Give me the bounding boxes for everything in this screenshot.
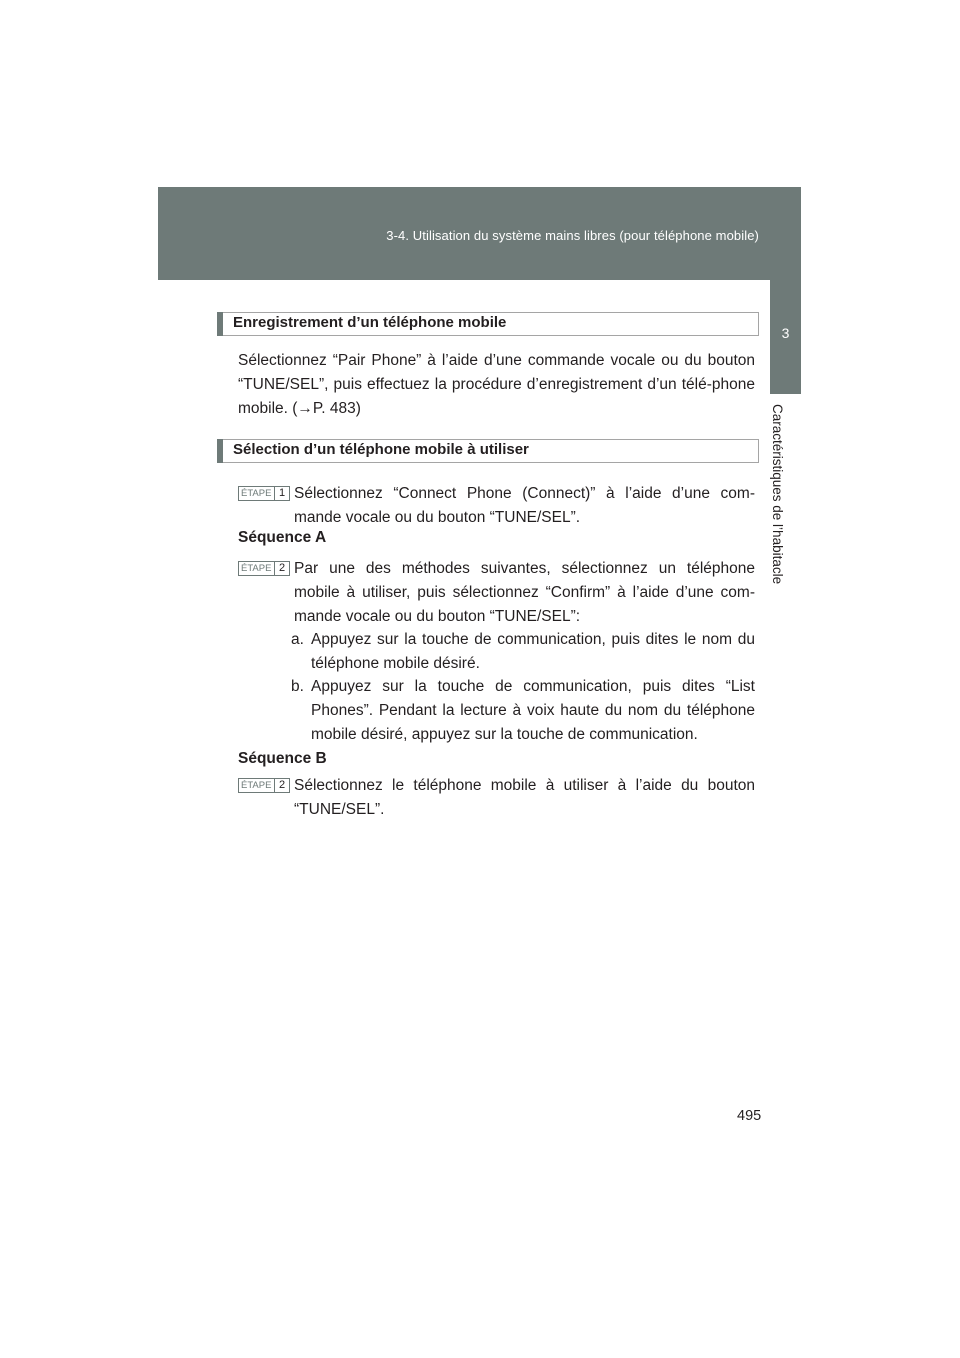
registration-paragraph: Sélectionnez “Pair Phone” à l’aide d’une commande vocale ou du bouton “TUNE/SEL”, puis effectuez la procédure d’enregistrement d’un télé-phone mobile. (→P. 483) bbox=[238, 352, 755, 417]
section-title: Sélection d’un téléphone mobile à utiliser bbox=[233, 441, 529, 458]
sub-item-letter: b. bbox=[291, 678, 304, 695]
chapter-side-tab bbox=[770, 280, 801, 1280]
section-heading-selection bbox=[217, 439, 759, 463]
step-number: 2 bbox=[274, 562, 289, 575]
sequence-a-heading: Séquence A bbox=[238, 529, 327, 546]
sub-item-letter: a. bbox=[291, 631, 304, 648]
step-number: 2 bbox=[274, 779, 289, 792]
step-word: ÉTAPE bbox=[241, 780, 272, 791]
step-badge bbox=[238, 778, 290, 793]
sequence-b-heading: Séquence B bbox=[238, 750, 327, 767]
step-badge bbox=[238, 561, 290, 576]
section-title: Enregistrement d’un téléphone mobile bbox=[233, 314, 507, 331]
step-text: Sélectionnez le téléphone mobile à utiliser à l’aide du bouton “TUNE/SEL”. bbox=[294, 777, 755, 818]
sub-item-text: Appuyez sur la touche de communication, puis dites “List Phones”. Pendant la lecture à voix haute du nom du téléphone mobile désiré, appuyez sur la touche de communication. bbox=[311, 678, 755, 743]
chapter-number: 3 bbox=[781, 325, 790, 341]
chapter-number-box bbox=[770, 280, 801, 394]
section-heading-registration bbox=[217, 312, 759, 336]
step-number: 1 bbox=[274, 487, 289, 500]
chapter-label-wrap bbox=[770, 404, 801, 814]
step-text: Par une des méthodes suivantes, sélectionnez un téléphone mobile à utiliser, puis sélectionnez “Confirm” à l’aide d’une com-mande vocale ou du bouton “TUNE/SEL”: bbox=[294, 560, 755, 625]
chapter-header bbox=[158, 187, 801, 280]
step-word: ÉTAPE bbox=[241, 488, 272, 499]
step-word: ÉTAPE bbox=[241, 563, 272, 574]
step-text: Sélectionnez “Connect Phone (Connect)” à l’aide d’une com-mande vocale ou du bouton “TUNE/SEL”. bbox=[294, 485, 755, 526]
sub-item-text: Appuyez sur la touche de communication, puis dites le nom du téléphone mobile désiré. bbox=[311, 631, 755, 672]
sub-item-a bbox=[291, 628, 755, 676]
chapter-label: Caractéristiques de l’habitacle bbox=[770, 404, 785, 585]
page-number: 495 bbox=[737, 1108, 762, 1124]
step-badge bbox=[238, 486, 290, 501]
sub-item-b bbox=[291, 675, 755, 747]
chapter-title: 3-4. Utilisation du système mains libres (pour téléphone mobile) bbox=[386, 228, 759, 243]
